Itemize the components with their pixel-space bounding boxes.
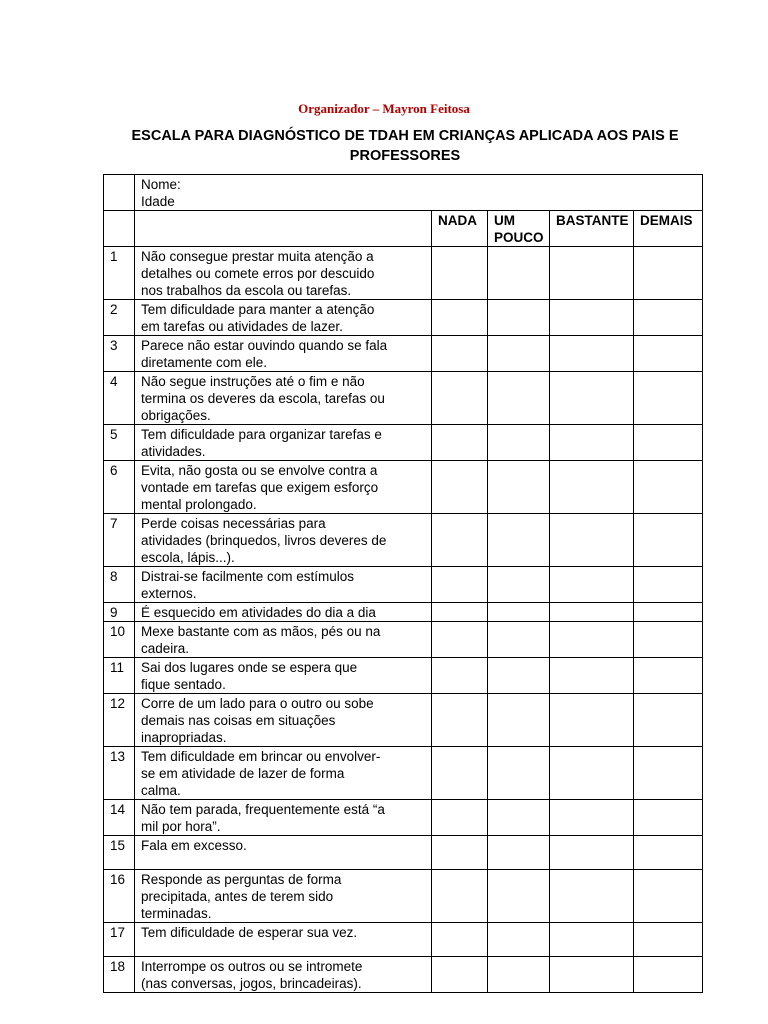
answer-cell-bastante[interactable] <box>550 300 634 336</box>
item-number: 2 <box>104 300 135 336</box>
item-text: Parece não estar ouvindo quando se fala diretamente com ele. <box>135 336 432 372</box>
table-row <box>104 514 703 567</box>
answer-cell-bastante[interactable] <box>550 425 634 461</box>
table-row <box>104 957 703 993</box>
item-number: 12 <box>104 694 135 747</box>
answer-cell-demais[interactable] <box>634 567 703 603</box>
answer-cell-nada[interactable] <box>432 694 488 747</box>
answer-cell-um-pouco[interactable] <box>488 336 550 372</box>
table-body <box>104 175 703 993</box>
item-text: É esquecido em atividades do dia a dia <box>135 603 432 622</box>
column-header-um-pouco: UM POUCO <box>488 211 550 247</box>
document-title: ESCALA PARA DIAGNÓSTICO DE TDAH EM CRIANÇAS APLICADA AOS PAIS E PROFESSORES <box>131 128 679 164</box>
item-text: Perde coisas necessárias para atividades (brinquedos, livros deveres de escola, lápis...). <box>135 514 432 567</box>
answer-cell-bastante[interactable] <box>550 694 634 747</box>
item-text: Tem dificuldade de esperar sua vez. <box>135 923 432 957</box>
name-label: Nome: <box>141 177 181 192</box>
answer-cell-um-pouco[interactable] <box>488 694 550 747</box>
answer-cell-demais[interactable] <box>634 658 703 694</box>
answer-cell-nada[interactable] <box>432 336 488 372</box>
answer-cell-um-pouco[interactable] <box>488 247 550 300</box>
answer-cell-demais[interactable] <box>634 870 703 923</box>
table-row <box>104 567 703 603</box>
answer-cell-nada[interactable] <box>432 622 488 658</box>
age-label: Idade <box>141 194 175 209</box>
table-row <box>104 300 703 336</box>
answer-cell-bastante[interactable] <box>550 622 634 658</box>
answer-cell-nada[interactable] <box>432 425 488 461</box>
table-row <box>104 247 703 300</box>
answer-cell-um-pouco[interactable] <box>488 800 550 836</box>
table-row <box>104 622 703 658</box>
blank-cell <box>135 211 432 247</box>
blank-cell <box>104 175 135 211</box>
answer-cell-bastante[interactable] <box>550 603 634 622</box>
answer-cell-um-pouco[interactable] <box>488 461 550 514</box>
column-header-bastante: BASTANTE <box>550 211 634 247</box>
table-row <box>104 836 703 870</box>
answer-cell-nada[interactable] <box>432 747 488 800</box>
answer-cell-demais[interactable] <box>634 957 703 993</box>
answer-cell-bastante[interactable] <box>550 747 634 800</box>
item-text: Não segue instruções até o fim e não termina os deveres da escola, tarefas ou obrigações. <box>135 372 432 425</box>
item-number: 3 <box>104 336 135 372</box>
item-text: Responde as perguntas de forma precipitada, antes de terem sido terminadas. <box>135 870 432 923</box>
answer-cell-bastante[interactable] <box>550 247 634 300</box>
answer-cell-nada[interactable] <box>432 461 488 514</box>
item-text: Corre de um lado para o outro ou sobe demais nas coisas em situações inapropriadas. <box>135 694 432 747</box>
answer-cell-nada[interactable] <box>432 957 488 993</box>
answer-cell-um-pouco[interactable] <box>488 957 550 993</box>
column-header-demais: DEMAIS <box>634 211 703 247</box>
item-number: 15 <box>104 836 135 870</box>
item-number: 9 <box>104 603 135 622</box>
item-number: 14 <box>104 800 135 836</box>
item-text: Não tem parada, frequentemente está “a mil por hora”. <box>135 800 432 836</box>
name-age-cell[interactable] <box>135 175 703 211</box>
answer-cell-bastante[interactable] <box>550 658 634 694</box>
item-text: Tem dificuldade para organizar tarefas e atividades. <box>135 425 432 461</box>
item-text: Evita, não gosta ou se envolve contra a vontade em tarefas que exigem esforço mental prolongado. <box>135 461 432 514</box>
answer-cell-bastante[interactable] <box>550 514 634 567</box>
answer-cell-nada[interactable] <box>432 372 488 425</box>
answer-cell-demais[interactable] <box>634 425 703 461</box>
item-number: 6 <box>104 461 135 514</box>
answer-cell-um-pouco[interactable] <box>488 372 550 425</box>
item-number: 4 <box>104 372 135 425</box>
answer-cell-nada[interactable] <box>432 658 488 694</box>
answer-cell-demais[interactable] <box>634 603 703 622</box>
rating-scale-table <box>103 174 703 993</box>
answer-cell-demais[interactable] <box>634 336 703 372</box>
answer-cell-um-pouco[interactable] <box>488 425 550 461</box>
table-row <box>104 800 703 836</box>
answer-cell-nada[interactable] <box>432 603 488 622</box>
item-number: 17 <box>104 923 135 957</box>
name-age-row <box>104 175 703 211</box>
answer-cell-demais[interactable] <box>634 514 703 567</box>
answer-cell-bastante[interactable] <box>550 336 634 372</box>
answer-cell-bastante[interactable] <box>550 957 634 993</box>
item-number: 1 <box>104 247 135 300</box>
answer-cell-nada[interactable] <box>432 247 488 300</box>
answer-cell-demais[interactable] <box>634 372 703 425</box>
answer-cell-um-pouco[interactable] <box>488 603 550 622</box>
answer-cell-um-pouco[interactable] <box>488 870 550 923</box>
answer-cell-demais[interactable] <box>634 694 703 747</box>
table-row <box>104 694 703 747</box>
answer-cell-bastante[interactable] <box>550 567 634 603</box>
item-text: Mexe bastante com as mãos, pés ou na cadeira. <box>135 622 432 658</box>
answer-cell-nada[interactable] <box>432 870 488 923</box>
item-text: Distrai-se facilmente com estímulos externos. <box>135 567 432 603</box>
table-row <box>104 747 703 800</box>
item-number: 16 <box>104 870 135 923</box>
blank-cell <box>104 211 135 247</box>
answer-cell-demais[interactable] <box>634 800 703 836</box>
answer-cell-nada[interactable] <box>432 567 488 603</box>
item-number: 5 <box>104 425 135 461</box>
answer-cell-nada[interactable] <box>432 923 488 957</box>
answer-cell-nada[interactable] <box>432 514 488 567</box>
answer-cell-nada[interactable] <box>432 836 488 870</box>
table-row <box>104 372 703 425</box>
answer-cell-demais[interactable] <box>634 923 703 957</box>
answer-cell-um-pouco[interactable] <box>488 923 550 957</box>
item-text: Tem dificuldade para manter a atenção em tarefas ou atividades de lazer. <box>135 300 432 336</box>
column-header-row <box>104 211 703 247</box>
item-number: 18 <box>104 957 135 993</box>
answer-cell-demais[interactable] <box>634 622 703 658</box>
answer-cell-um-pouco[interactable] <box>488 567 550 603</box>
item-number: 10 <box>104 622 135 658</box>
item-text: Não consegue prestar muita atenção a detalhes ou comete erros por descuido nos trabalhos da escola ou tarefas. <box>135 247 432 300</box>
item-number: 7 <box>104 514 135 567</box>
answer-cell-bastante[interactable] <box>550 870 634 923</box>
item-number: 8 <box>104 567 135 603</box>
answer-cell-demais[interactable] <box>634 747 703 800</box>
organizer-credit: Organizador – Mayron Feitosa <box>298 101 470 116</box>
answer-cell-um-pouco[interactable] <box>488 658 550 694</box>
table-row <box>104 603 703 622</box>
answer-cell-nada[interactable] <box>432 800 488 836</box>
item-number: 11 <box>104 658 135 694</box>
answer-cell-um-pouco[interactable] <box>488 836 550 870</box>
column-header-nada: NADA <box>432 211 488 247</box>
answer-cell-um-pouco[interactable] <box>488 514 550 567</box>
table-row <box>104 425 703 461</box>
answer-cell-bastante[interactable] <box>550 461 634 514</box>
item-text: Fala em excesso. <box>135 836 432 870</box>
answer-cell-demais[interactable] <box>634 836 703 870</box>
item-number: 13 <box>104 747 135 800</box>
answer-cell-bastante[interactable] <box>550 800 634 836</box>
table-row <box>104 870 703 923</box>
table-row <box>104 336 703 372</box>
answer-cell-bastante[interactable] <box>550 923 634 957</box>
item-text: Sai dos lugares onde se espera que fique sentado. <box>135 658 432 694</box>
table-row <box>104 461 703 514</box>
answer-cell-um-pouco[interactable] <box>488 747 550 800</box>
answer-cell-bastante[interactable] <box>550 372 634 425</box>
table-row <box>104 658 703 694</box>
answer-cell-um-pouco[interactable] <box>488 622 550 658</box>
answer-cell-nada[interactable] <box>432 300 488 336</box>
item-text: Interrompe os outros ou se intromete (nas conversas, jogos, brincadeiras). <box>135 957 432 993</box>
item-text: Tem dificuldade em brincar ou envolver- se em atividade de lazer de forma calma. <box>135 747 432 800</box>
answer-cell-bastante[interactable] <box>550 836 634 870</box>
answer-cell-demais[interactable] <box>634 461 703 514</box>
answer-cell-demais[interactable] <box>634 300 703 336</box>
answer-cell-um-pouco[interactable] <box>488 300 550 336</box>
answer-cell-demais[interactable] <box>634 247 703 300</box>
table-row <box>104 923 703 957</box>
